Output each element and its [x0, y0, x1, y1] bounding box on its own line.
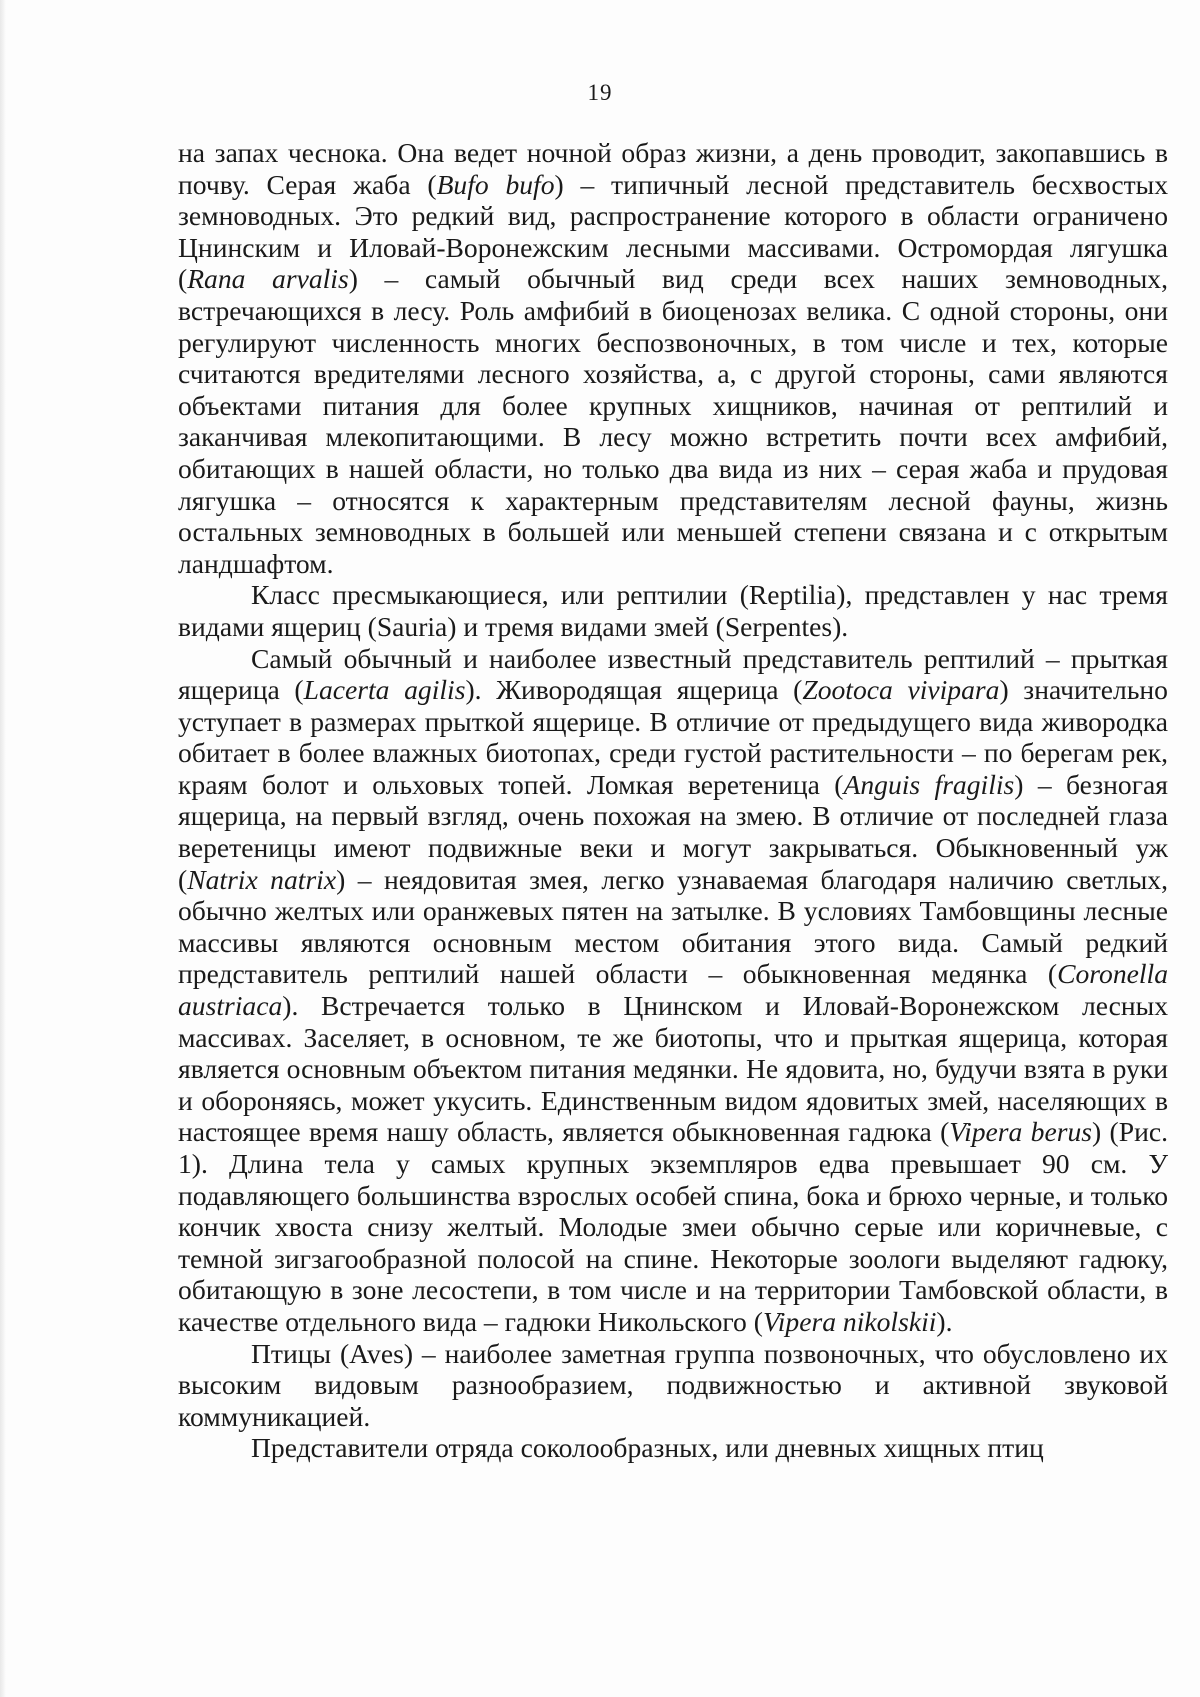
paragraph-birds: [178, 1338, 1168, 1433]
paragraph-reptiles-class: [178, 579, 1168, 642]
text-run: на запах чеснока. Она ведет ночной образ жизни, а день проводит, закопавшись в почву. Серая жаба (: [178, 137, 1168, 200]
latin-species-name: Natrix natrix: [187, 863, 337, 895]
paragraph-falconiformes: [178, 1432, 1168, 1464]
text-run: ) – типичный лесной представитель бесхвостых земноводных. Это редкий вид, распространение которого в области ограничено Цнинским и Иловай-Воронежским лесными массивами. Остромордая лягушка (: [178, 168, 1168, 295]
text-run: ). Встречается только в Цнинском и Иловай-Воронежском лесных массивах. Заселяет, в основном, те же биотопы, что и прыткая ящерица, которая является основным объектом питания медянки. Не ядовита, но, будучи взята в руки и обороняясь, может укусить. Единственным видом ядовитых змей, населяющих в настоящее время нашу область, является обыкновенная гадюка (: [178, 990, 1168, 1148]
latin-species-name: Coronella austriaca: [178, 958, 1168, 1022]
text-run: ) – безногая ящерица, на первый взгляд, очень похожая на змею. В отличие от последней глаза веретеницы имеют подвижные веки и могут закрываться. Обыкновенный уж (: [178, 768, 1168, 895]
latin-species-name: Zootoca vivipara: [802, 674, 1000, 706]
page-number: 19: [587, 80, 613, 105]
latin-species-name: Anguis fragilis: [843, 768, 1015, 800]
text-run: ) – неядовитая змея, легко узнаваемая благодаря наличию светлых, обычно желтых или оранжевых пятен на затылке. В условиях Тамбовщины лесные массивы являются основным местом обитания этого вида. Самый редкий представитель рептилий нашей области – обыкновенная медянка (: [178, 863, 1168, 990]
text-body: [178, 137, 1168, 1464]
text-run: Представители отряда соколообразных, или дневных хищных птиц: [251, 1432, 1044, 1464]
paragraph-amphibians: [178, 137, 1168, 579]
text-run: ).: [936, 1305, 953, 1337]
text-run: ) значительно уступает в размерах прыткой ящерице. В отличие от предыдущего вида живородка обитает в более влажных биотопах, среди густой растительности – по берегам рек, краям болот и ольховых топей. Ломкая веретеница (: [178, 674, 1168, 800]
text-run: ) – самый обычный вид среди всех наших земноводных, встречающихся в лесу. Роль амфибий в биоценозах велика. С одной стороны, они регулируют численность многих беспозвоночных, в том числе и тех, которые считаются вредителями лесного хозяйства, а, с другой стороны, сами являются объектами питания для более крупных хищников, начиная от рептилий и заканчивая млекопитающими. В лесу можно встретить почти всех амфибий, обитающих в нашей области, но только два вида из них – серая жаба и прудовая лягушка – относятся к характерным представителям лесной фауны, жизнь остальных земноводных в большей или меньшей степени связана и с открытым ландшафтом.: [178, 263, 1168, 579]
text-run: ). Живородящая ящерица (: [465, 674, 803, 706]
latin-species-name: Vipera berus: [949, 1116, 1092, 1148]
latin-species-name: Vipera nikolskii: [762, 1305, 937, 1337]
scan-edge-shadow: [0, 0, 6, 1697]
latin-species-name: Bufo bufo: [436, 168, 555, 200]
latin-species-name: Rana arvalis: [187, 263, 349, 295]
text-run: Птицы (Aves) – наиболее заметная группа позвоночных, что обусловлено их высоким видовым разнообразием, подвижностью и активной звуковой коммуникацией.: [178, 1337, 1168, 1432]
text-run: Самый обычный и наиболее известный представитель рептилий – прыткая ящерица (: [178, 642, 1168, 706]
text-run: Класс пресмыкающиеся, или рептилии (Reptilia), представлен у нас тремя видами ящериц (Sauria) и тремя видами змей (Serpentes).: [178, 579, 1168, 642]
paragraph-reptile-species: [178, 643, 1168, 1338]
latin-species-name: Lacerta agilis: [303, 674, 466, 706]
text-run: ) (Рис. 1). Длина тела у самых крупных экземпляров едва превышает 90 см. У подавляющего большинства взрослых особей спина, бока и брюхо черные, и только кончик хвоста снизу желтый. Молодые змеи обычно серые или коричневые, с темной зигзагообразной полосой на спине. Некоторые зоологи выделяют гадюку, обитающую в зоне лесостепи, в том числе и на территории Тамбовской области, в качестве отдельного вида – гадюки Никольского (: [178, 1116, 1168, 1337]
